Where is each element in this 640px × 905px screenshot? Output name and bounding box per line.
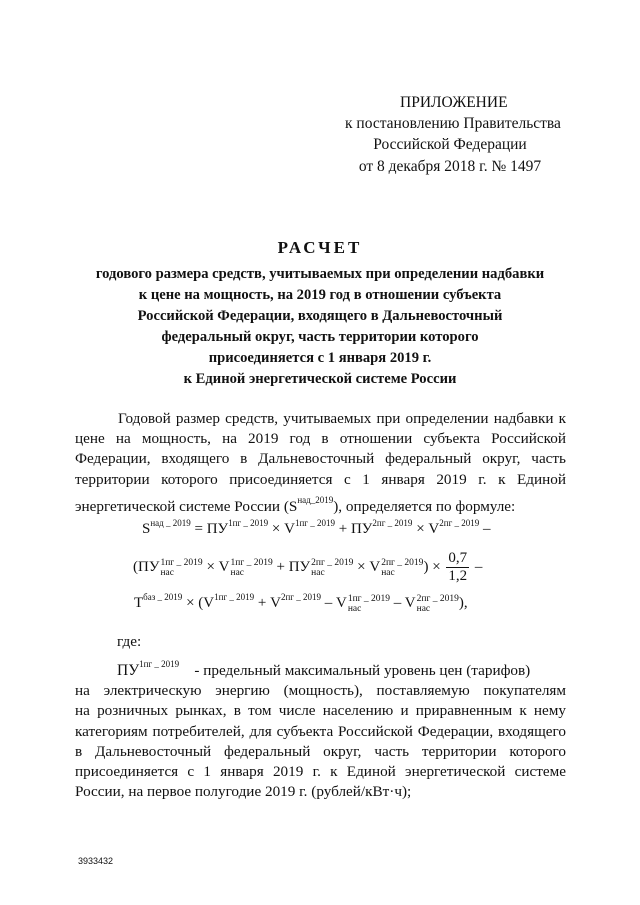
formula-index-stack <box>348 594 390 614</box>
formula-symbol: ПУ <box>206 521 229 537</box>
formula-line-1 <box>142 518 491 538</box>
intro-line: цене на мощность, на 2019 год в отношении субъекта Российской <box>75 430 566 448</box>
formula-superscript: над _ 2019 <box>150 518 191 528</box>
formula-paren: ( <box>133 558 138 575</box>
definition-symbol: ПУ <box>117 662 140 679</box>
formula-index-stack <box>311 558 353 578</box>
formula-operator: × <box>202 558 219 575</box>
formula-symbol: S <box>142 521 151 537</box>
formula-symbol: V <box>270 595 281 611</box>
formula-symbol: ПУ <box>288 558 311 575</box>
formula-line-2 <box>133 550 482 585</box>
formula-operator: + <box>335 521 351 537</box>
formula-operator: – <box>479 521 491 537</box>
definition-paragraph <box>75 654 566 802</box>
formula-symbol: V <box>218 558 230 575</box>
header-line-date-number: от 8 декабря 2018 г. № 1497 <box>358 158 542 175</box>
document-number: 3933432 <box>78 856 114 866</box>
definition-text: - предельный максимальный уровень цен (тарифов) <box>194 662 531 679</box>
formula-subscript: нас <box>230 567 245 578</box>
formula-superscript: 2пг _ 2019 <box>439 518 480 528</box>
formula-symbol: T <box>134 595 144 611</box>
formula-subscript: нас <box>416 603 431 614</box>
formula-superscript: 1пг _ 2019 <box>214 592 255 602</box>
formula-operator: = <box>190 521 207 537</box>
formula-operator: – <box>390 595 405 611</box>
definition-line: в Дальневосточный федеральный округ, часть территории которого <box>75 742 566 760</box>
intro-line: территории которого присоединяется с 1 января 2019 г. к Единой <box>75 470 566 488</box>
formula-symbol: ПУ <box>350 521 373 537</box>
formula-subscript: нас <box>381 567 395 578</box>
header-line-government: Российской Федерации <box>373 136 527 153</box>
formula-superscript: 1пг _ 2019 <box>230 557 273 568</box>
formula-symbol: V <box>404 595 416 611</box>
formula-operator: × <box>182 595 199 611</box>
definition-line <box>75 654 566 681</box>
definition-line: присоединяется с 1 января 2019 г. к Единой энергетической системе <box>75 763 566 781</box>
formula-operator: + <box>272 558 289 575</box>
document-title: РАСЧЕТ <box>277 238 363 257</box>
formula-fraction <box>446 550 469 585</box>
intro-line: Годовой размер средств, учитываемых при определении надбавки к <box>118 410 566 427</box>
formula-operator: + <box>254 595 271 611</box>
formula-index-stack <box>160 558 202 578</box>
subtitle-line: присоединяется с 1 января 2019 г. <box>208 350 432 366</box>
formula-superscript: 1пг _ 2019 <box>160 557 203 568</box>
formula-operator: × <box>268 521 285 537</box>
formula-operator: – <box>320 595 336 611</box>
formula-operator: × <box>412 521 429 537</box>
intro-line <box>75 490 566 517</box>
definition-line: на электрическую энергию (мощность), поставляемую покупателям <box>75 682 566 700</box>
formula-symbol: V <box>428 521 440 537</box>
subtitle-line: федеральный округ, часть территории которого <box>161 329 479 345</box>
formula-line-3 <box>134 592 468 614</box>
intro-text: энергетической системе России (S <box>75 497 298 515</box>
formula-paren: ( <box>198 595 204 611</box>
formula-subscript: нас <box>160 567 174 578</box>
formula-superscript: 2пг _ 2019 <box>311 557 354 568</box>
formula-superscript: 1пг _ 2019 <box>294 518 335 528</box>
formula-symbol: V <box>369 558 381 575</box>
formula-paren: ) <box>423 558 429 575</box>
fraction-numerator: 0,7 <box>448 550 468 566</box>
definition-line: на розничных рынках, в том числе населению и приравненным к нему <box>75 702 566 720</box>
definition-superscript: 1пг _ 2019 <box>139 659 180 669</box>
header-line-decree: к постановлению Правительства <box>345 115 561 132</box>
document-subtitle <box>60 264 580 390</box>
subtitle-line: к Единой энергетической системе России <box>183 371 457 387</box>
subtitle-line: к цене на мощность, на 2019 год в отношении субъекта <box>138 287 502 303</box>
formula-superscript: 2пг _ 2019 <box>416 593 459 604</box>
formula-superscript: 1пг _ 2019 <box>347 593 391 604</box>
appendix-label: ПРИЛОЖЕНИЕ <box>400 94 508 111</box>
formula-superscript: 2пг _ 2019 <box>372 518 413 528</box>
formula-operator: – <box>471 558 483 575</box>
formula-superscript: 2пг _ 2019 <box>381 557 424 568</box>
formula-symbol: V <box>335 595 347 611</box>
intro-paragraph <box>75 409 566 517</box>
formula-index-stack <box>417 594 459 614</box>
subtitle-line: годового размера средств, учитываемых при определении надбавки <box>95 266 545 282</box>
formula-operator: × <box>353 558 370 575</box>
formula-paren: ), <box>458 595 468 611</box>
definition-line: категориям потребителей, для субъекта Российской Федерации, входящего <box>75 722 566 740</box>
intro-superscript: над_2019 <box>297 494 334 505</box>
formula-superscript: 2пг _ 2019 <box>280 592 321 602</box>
definition-line: России, на первое полугодие 2019 г. (рублей/кВт·ч); <box>75 783 412 801</box>
formula-superscript: баз _ 2019 <box>143 592 183 602</box>
formula-symbol: ПУ <box>138 558 160 575</box>
fraction-denominator: 1,2 <box>448 568 468 584</box>
subtitle-line: Российской Федерации, входящего в Дальневосточный <box>137 308 503 324</box>
formula-symbol: V <box>284 521 295 537</box>
formula-subscript: нас <box>347 603 362 614</box>
intro-line: Федерации, входящего в Дальневосточный федеральный округ, часть <box>75 450 566 468</box>
intro-text: ), определяется по формуле: <box>333 497 516 515</box>
formula-superscript: 1пг _ 2019 <box>228 518 269 528</box>
where-label: где: <box>117 633 142 650</box>
formula-symbol: V <box>203 595 215 611</box>
formula-subscript: нас <box>311 567 325 578</box>
formula-index-stack <box>231 558 273 578</box>
formula-index-stack <box>381 558 423 578</box>
formula-operator: × <box>428 558 445 575</box>
